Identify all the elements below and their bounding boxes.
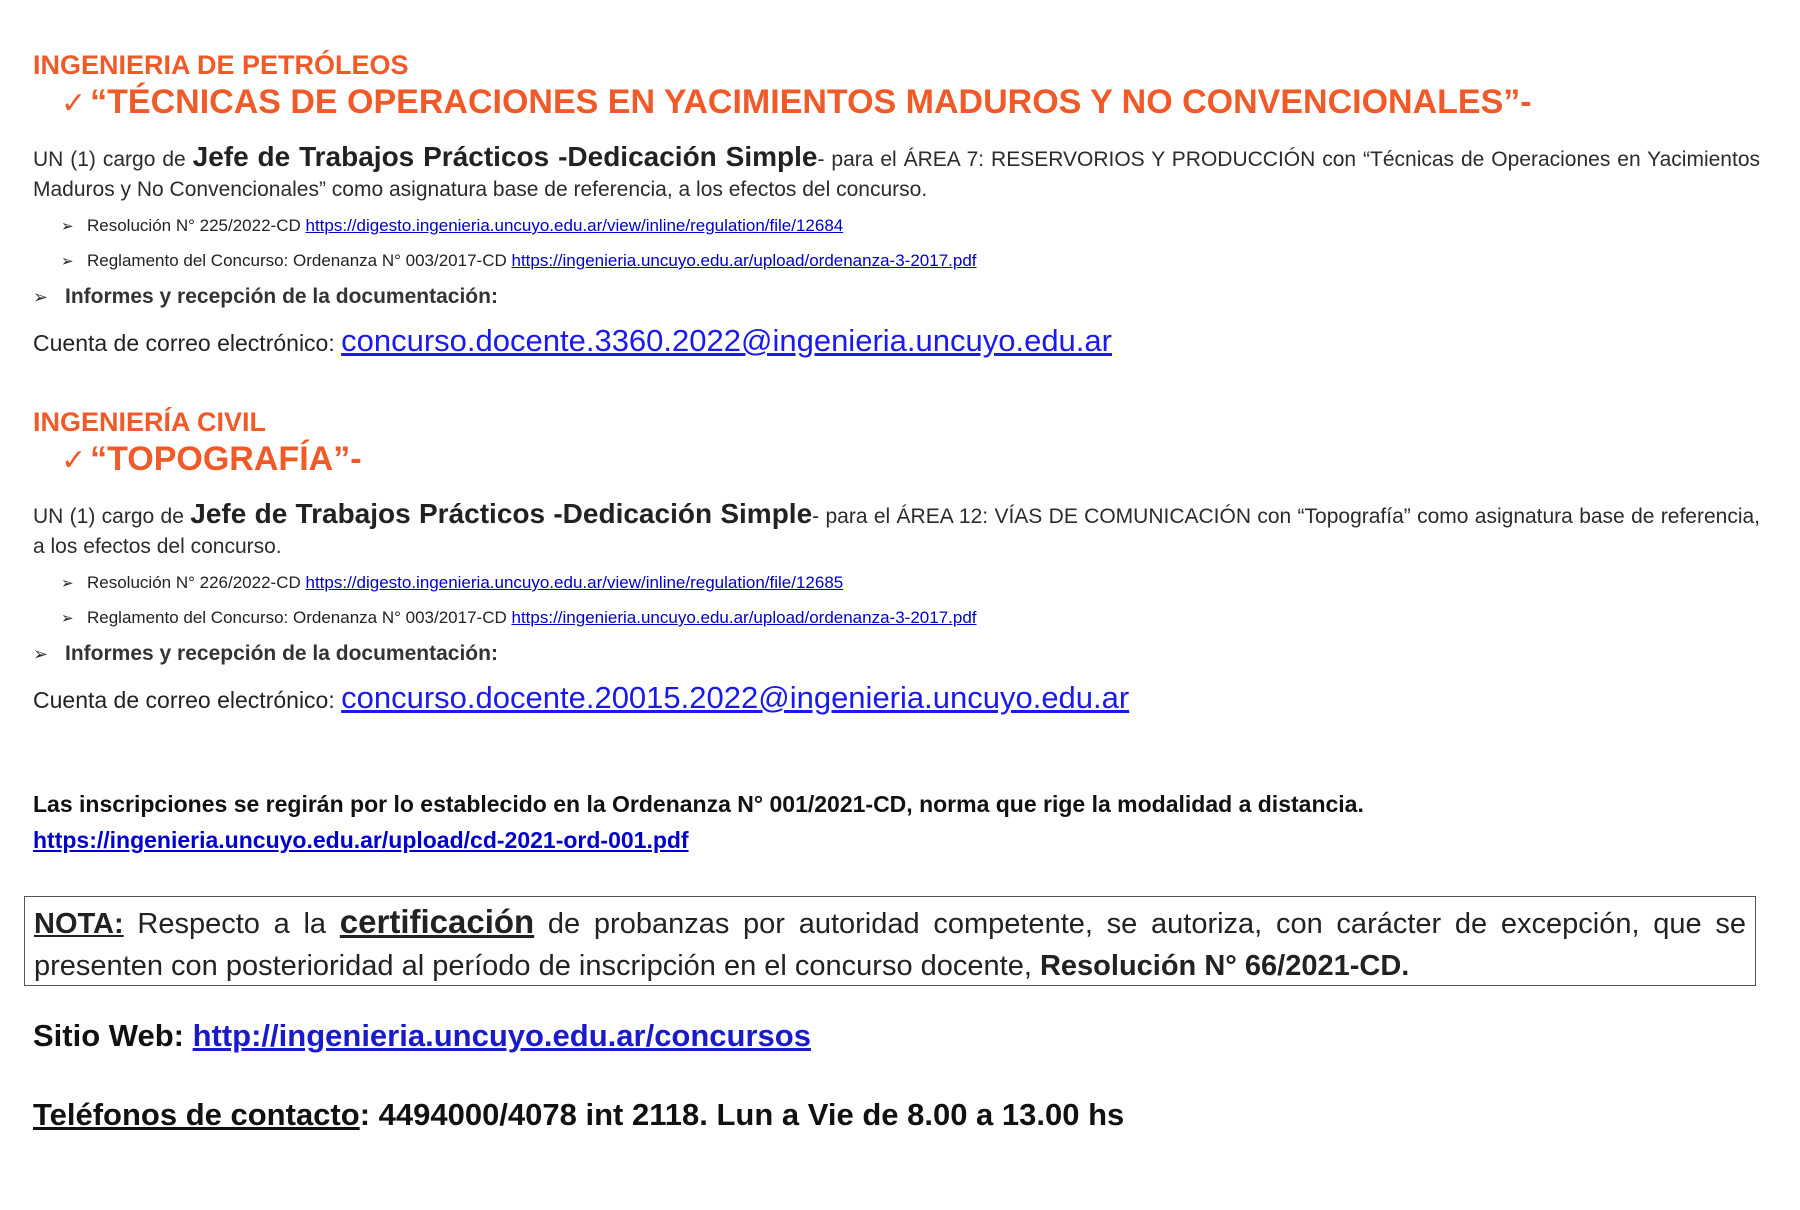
- resolution-label: Resolución N° 225/2022-CD: [87, 216, 301, 235]
- document-page: [33, 48, 1760, 858]
- desc-suffix: - para el ÁREA 12: VÍAS DE COMUNICACIÓN con “Topografía” como asignatura base de referencia, a los efectos del concurso.: [33, 505, 1760, 558]
- inscripcion-note: [33, 786, 1760, 858]
- role-title: Jefe de Trabajos Prácticos -Dedicación Simple: [192, 141, 818, 172]
- arrow-bullet-icon: ➢: [61, 218, 74, 235]
- info-heading: [33, 636, 1760, 672]
- department-title: INGENIERÍA CIVIL: [33, 407, 267, 437]
- inscripcion-text: Las inscripciones se regirán por lo establecido en la Ordenanza N° 001/2021-CD, norma que rige la modalidad a distancia.: [33, 791, 1364, 817]
- email-link[interactable]: concurso.docente.3360.2022@ingenieria.uncuyo.edu.ar: [341, 323, 1112, 358]
- regulation-label: Reglamento del Concurso: Ordenanza N° 003/2017-CD: [87, 251, 507, 270]
- reference-list: [61, 209, 1760, 279]
- email-link[interactable]: concurso.docente.20015.2022@ingenieria.uncuyo.edu.ar: [341, 680, 1130, 715]
- nota-text-1: Respecto a la: [123, 908, 340, 940]
- resolution-link[interactable]: https://digesto.ingenieria.uncuyo.edu.ar/view/inline/regulation/file/12684: [305, 216, 844, 235]
- role-title: Jefe de Trabajos Prácticos -Dedicación Simple: [190, 498, 813, 529]
- regulation-label: Reglamento del Concurso: Ordenanza N° 003/2017-CD: [87, 608, 507, 627]
- list-item: [61, 566, 1760, 601]
- course-name: “TOPOGRAFÍA”-: [90, 440, 362, 478]
- arrow-bullet-icon: ➢: [33, 287, 49, 307]
- list-item: [61, 601, 1760, 636]
- course-title: [61, 82, 1760, 124]
- email-label: Cuenta de correo electrónico:: [33, 687, 342, 713]
- info-label: Informes y recepción de la documentación:: [65, 642, 498, 665]
- position-description: [33, 499, 1760, 562]
- desc-suffix: - para el ÁREA 7: RESERVORIOS Y PRODUCCIÓN con “Técnicas de Operaciones en Yacimientos Maduros y No Convencionales” como asignatura base de referencia, a los efectos del concurso.: [33, 148, 1761, 201]
- nota-certificacion: certificación: [339, 903, 535, 940]
- nota-text-2: de probanzas por autoridad competente, se autoriza, con carácter de excepción, que se presenten con posterioridad al período de inscripción en el concurso docente,: [34, 908, 1746, 982]
- check-icon: ✓: [61, 87, 87, 120]
- arrow-bullet-icon: ➢: [61, 575, 74, 592]
- section-civil: [33, 405, 1760, 726]
- info-heading: [33, 279, 1760, 315]
- email-line: [33, 672, 1760, 726]
- arrow-bullet-icon: ➢: [33, 644, 49, 664]
- email-line: [33, 315, 1760, 369]
- phone-text: : 4494000/4078 int 2118. Lun a Vie de 8.00 a 13.00 hs: [359, 1097, 1125, 1132]
- website-link[interactable]: http://ingenieria.uncuyo.edu.ar/concursos: [192, 1018, 811, 1053]
- info-label: Informes y recepción de la documentación:: [65, 285, 498, 308]
- department-title: INGENIERIA DE PETRÓLEOS: [33, 50, 409, 80]
- desc-prefix: UN (1) cargo de: [33, 505, 191, 528]
- regulation-link[interactable]: https://ingenieria.uncuyo.edu.ar/upload/ordenanza-3-2017.pdf: [511, 608, 977, 627]
- check-icon: ✓: [61, 444, 87, 477]
- nota-resolution: Resolución N° 66/2021-CD.: [1039, 950, 1410, 982]
- nota-box: [24, 896, 1756, 986]
- desc-prefix: UN (1) cargo de: [33, 148, 193, 171]
- course-name: “TÉCNICAS DE OPERACIONES EN YACIMIENTOS MADUROS Y NO CONVENCIONALES”-: [90, 83, 1532, 121]
- website-line: [33, 1018, 811, 1054]
- course-title: [61, 439, 1760, 481]
- reference-list: [61, 566, 1760, 636]
- resolution-label: Resolución N° 226/2022-CD: [87, 573, 301, 592]
- phone-label: Teléfonos de contacto: [33, 1097, 360, 1132]
- website-label: Sitio Web:: [33, 1018, 193, 1053]
- arrow-bullet-icon: ➢: [61, 610, 74, 627]
- inscripcion-link[interactable]: https://ingenieria.uncuyo.edu.ar/upload/cd-2021-ord-001.pdf: [33, 827, 689, 853]
- list-item: [61, 244, 1760, 279]
- section-petroleos: [33, 48, 1760, 369]
- nota-label: NOTA:: [34, 908, 124, 940]
- regulation-link[interactable]: https://ingenieria.uncuyo.edu.ar/upload/ordenanza-3-2017.pdf: [511, 251, 977, 270]
- arrow-bullet-icon: ➢: [61, 253, 74, 270]
- position-description: [33, 142, 1760, 205]
- resolution-link[interactable]: https://digesto.ingenieria.uncuyo.edu.ar/view/inline/regulation/file/12685: [305, 573, 844, 592]
- list-item: [61, 209, 1760, 244]
- phone-line: [33, 1097, 1124, 1133]
- email-label: Cuenta de correo electrónico:: [33, 330, 342, 356]
